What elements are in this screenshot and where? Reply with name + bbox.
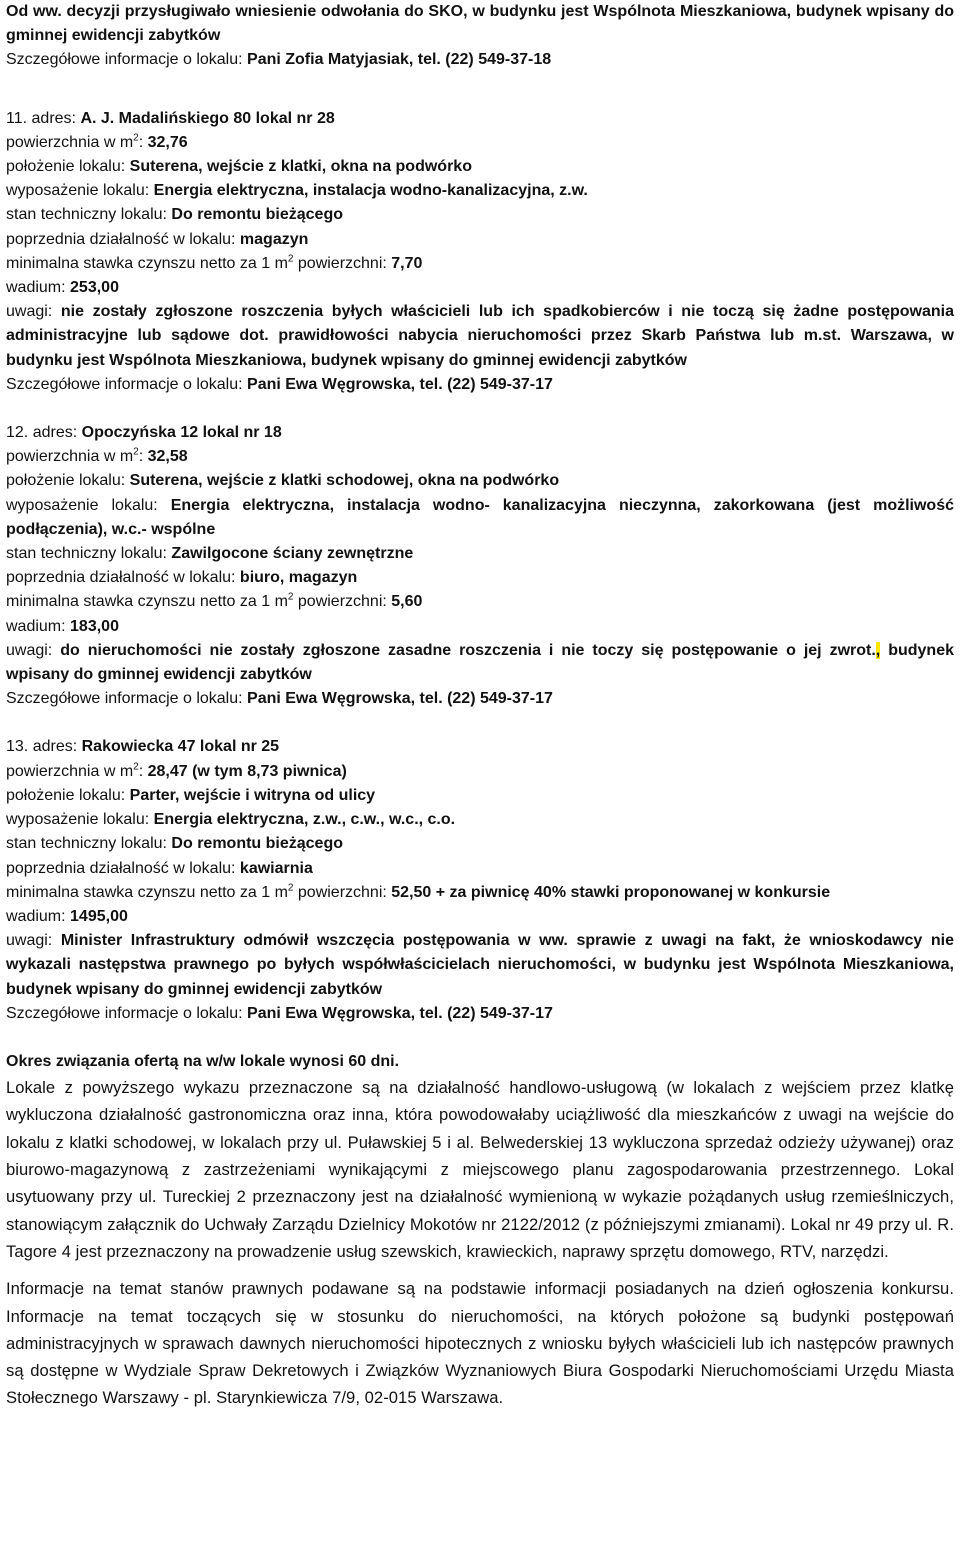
- equipment-value: Energia elektryczna, instalacja wodno- kanalizacyjna nieczynna, zakorkowana (jest możliwość podłączenia), w.c.- wspólne: [6, 496, 955, 538]
- listing-contact: Szczegółowe informacje o lokalu: Pani Ewa Węgrowska, tel. (22) 549-37-17: [6, 375, 553, 393]
- listing-number: 12.: [6, 424, 29, 442]
- contact-value: Pani Ewa Węgrowska, tel. (22) 549-37-17: [247, 690, 553, 708]
- intro-contact-value: Pani Zofia Matyjasiak, tel. (22) 549-37-18: [247, 51, 552, 69]
- area-value: 28,47 (w tym 8,73 piwnica): [147, 762, 347, 780]
- remarks-value: do nieruchomości nie zostały zgłoszone zasadne roszczenia i nie toczy się postępowanie o jej zwrot.: [60, 641, 876, 659]
- previous-use-value: biuro, magazyn: [239, 569, 358, 587]
- remarks-tail: budynek wpisany do gminnej ewidencji zabytków: [6, 641, 954, 684]
- listing-condition: stan techniczny lokalu: Do remontu bieżącego: [6, 835, 343, 853]
- listings: [6, 107, 954, 1050]
- listing-13: [6, 735, 954, 1025]
- previous-use-value: kawiarnia: [239, 859, 313, 877]
- listing-location: położenie lokalu: Parter, wejście i witryna od ulicy: [6, 786, 376, 804]
- listing-rent: minimalna stawka czynszu netto za 1 $m^2$ powierzchni: 7,70: [6, 253, 423, 272]
- condition-value: Do remontu bieżącego: [171, 206, 343, 224]
- condition-value: Zawilgocone ściany zewnętrzne: [171, 545, 414, 563]
- address-value: Rakowiecka 47 lokal nr 25: [81, 738, 280, 756]
- intro-block: [6, 0, 954, 73]
- intro-text: Od ww. decyzji przysługiwało wniesienie odwołania do SKO, w budynku jest Wspólnota Mieszkaniowa, budynek wpisany do gminnej ewidencji zabytków: [6, 3, 954, 45]
- address-value: A. J. Madalińskiego 80 lokal nr 28: [80, 109, 335, 127]
- paragraph-legal-info: Informacje na temat stanów prawnych podawane są na podstawie informacji posiadanych na dzień ogłoszenia konkursu. Informacje na temat toczących się w stosunku do nieruchomości, na których położone są budynki postępowań administracyjnych w sprawach dawnych nieruchomości hipotecznych z wniosku byłych właścicieli lub ich następców prawnych są dostępne w Wydziale Spraw Dekretowych i Związków Wyznaniowych Biura Gospodarki Nieruchomościami Urzędu Miasta Stołecznego Warszawy - pl. Starynkiewicza 7/9, 02-015 Warszawa.: [6, 1279, 954, 1408]
- listing-previous-use: poprzednia działalność w lokalu: biuro, magazyn: [6, 569, 358, 587]
- listing-equipment: wyposażenie lokalu: Energia elektryczna, instalacja wodno-kanalizacyjna, z.w.: [6, 182, 588, 200]
- listing-number: 13.: [6, 738, 29, 756]
- listing-address: 13. adres: Rakowiecka 47 lokal nr 25: [6, 738, 280, 756]
- condition-value: Do remontu bieżącego: [171, 835, 343, 853]
- listing-remarks: uwagi: do nieruchomości nie zostały zgłoszone zasadne roszczenia i nie toczy się postępowanie o jej zwrot., budynek wpisany do gminnej ewidencji zabytków: [6, 641, 954, 684]
- listing-deposit: wadium: 1495,00: [6, 907, 128, 925]
- listing-contact: Szczegółowe informacje o lokalu: Pani Ewa Węgrowska, tel. (22) 549-37-17: [6, 1004, 553, 1022]
- okres-text: Okres związania ofertą na w/w lokale wynosi 60 dni.: [6, 1052, 400, 1070]
- listing-number: 11.: [6, 109, 28, 127]
- rent-value: 7,70: [391, 254, 423, 272]
- listing-condition: stan techniczny lokalu: Do remontu bieżącego: [6, 206, 343, 224]
- listing-location: położenie lokalu: Suterena, wejście z klatki schodowej, okna na podwórko: [6, 472, 560, 490]
- paragraph-usage: Lokale z powyższego wykazu przeznaczone są na działalność handlowo-usługową (w lokalach z wejściem przez klatkę wykluczona działalność gastronomiczna oraz inna, która powodowałaby uciążliwość dla mieszkańców z uwagi na wejście do lokalu z klatki schodowej, w lokalach przy ul. Puławskiej 5 i al. Belwederskiej 13 wykluczona sprzedaż odzieży używanej) oraz biurowo-magazynową z zastrzeżeniami wynikającymi z miejscowego planu zagospodarowania przestrzennego. Lokal usytuowany przy ul. Tureckiej 2 przeznaczony jest na działalność wymienioną w wykazie pożądanych usług rzemieślniczych, stanowiącym załącznik do Uchwały Zarządu Dzielnicy Mokotów nr 2122/2012 (z późniejszymi zmianami). Lokal nr 49 przy ul. R. Tagore 4 jest przeznaczony na prowadzenie usług szewskich, krawieckich, naprawy sprzętu domowego, RTV, narzędzi.: [6, 1078, 954, 1261]
- listing-rent: minimalna stawka czynszu netto za 1 $m^2$ powierzchni: 5,60: [6, 592, 423, 611]
- listing-equipment: wyposażenie lokalu: Energia elektryczna, z.w., c.w., w.c., c.o.: [6, 811, 456, 829]
- listing-remarks: uwagi: nie zostały zgłoszone roszczenia byłych właścicieli lub ich spadkobierców i nie toczą się żadne postępowania administracyjne lub sądowe dot. prawidłowości nabycia nieruchomości przez Skarb Państwa lub m.st. Warszawa, w budynku jest Wspólnota Mieszkaniowa, budynek wpisany do gminnej ewidencji zabytków: [6, 303, 954, 369]
- listing-condition: stan techniczny lokalu: Zawilgocone ściany zewnętrzne: [6, 545, 414, 563]
- intro-contact: Szczegółowe informacje o lokalu: Pani Zofia Matyjasiak, tel. (22) 549-37-18: [6, 51, 552, 69]
- remarks-value: Minister Infrastruktury odmówił wszczęcia postępowania w ww. sprawie z uwagi na fakt, że wnioskodawcy nie wykazali następstwa prawnego po byłych współwłaścicielach nieruchomości, w budynku jest Wspólnota Mieszkaniowa, budynek wpisany do gminnej ewidencji zabytków: [6, 932, 954, 998]
- contact-value: Pani Ewa Węgrowska, tel. (22) 549-37-17: [247, 375, 553, 393]
- listing-address: 11. adres: A. J. Madalińskiego 80 lokal nr 28: [6, 109, 335, 127]
- equipment-value: Energia elektryczna, instalacja wodno-kanalizacyjna, z.w.: [153, 182, 588, 200]
- listing-equipment: wyposażenie lokalu: Energia elektryczna, instalacja wodno- kanalizacyjna nieczynna, zakorkowana (jest możliwość podłączenia), w.c.- wspólne: [6, 496, 955, 538]
- location-value: Suterena, wejście z klatki, okna na podwórko: [129, 158, 472, 176]
- listing-area: powierzchnia w $m^2$: 28,47 (w tym 8,73 piwnica): [6, 761, 347, 780]
- listing-contact: Szczegółowe informacje o lokalu: Pani Ewa Węgrowska, tel. (22) 549-37-17: [6, 690, 553, 708]
- listing-area: powierzchnia w $m^2$: 32,58: [6, 446, 188, 466]
- listing-deposit: wadium: 253,00: [6, 279, 119, 297]
- location-value: Parter, wejście i witryna od ulicy: [129, 786, 376, 804]
- remarks-value: nie zostały zgłoszone roszczenia byłych właścicieli lub ich spadkobierców i nie toczą się żadne postępowania administracyjne lub sądowe dot. prawidłowości nabycia nieruchomości przez Skarb Państwa lub m.st. Warszawa, w budynku jest Wspólnota Mieszkaniowa, budynek wpisany do gminnej ewidencji zabytków: [6, 303, 954, 369]
- okres-line: [6, 1050, 954, 1074]
- listing-deposit: wadium: 183,00: [6, 617, 119, 635]
- listing-12: [6, 421, 954, 711]
- previous-use-value: magazyn: [239, 230, 309, 248]
- deposit-value: 183,00: [70, 617, 119, 635]
- listing-address: 12. adres: Opoczyńska 12 lokal nr 18: [6, 424, 282, 442]
- deposit-value: 253,00: [70, 279, 119, 297]
- listing-11: [6, 107, 954, 397]
- listing-remarks: uwagi: Minister Infrastruktury odmówił wszczęcia postępowania w ww. sprawie z uwagi na fakt, że wnioskodawcy nie wykazali następstwa prawnego po byłych współwłaścicielach nieruchomości, w budynku jest Wspólnota Mieszkaniowa, budynek wpisany do gminnej ewidencji zabytków: [6, 932, 954, 998]
- location-value: Suterena, wejście z klatki schodowej, okna na podwórko: [129, 472, 560, 490]
- listing-area: powierzchnia w $m^2$: 32,76: [6, 132, 188, 151]
- area-value: 32,58: [147, 448, 188, 466]
- listing-previous-use: poprzednia działalność w lokalu: kawiarnia: [6, 859, 313, 877]
- deposit-value: 1495,00: [70, 907, 128, 925]
- equipment-value: Energia elektryczna, z.w., c.w., w.c., c.o.: [153, 811, 456, 829]
- highlight-mark: ,: [875, 641, 881, 659]
- contact-value: Pani Ewa Węgrowska, tel. (22) 549-37-17: [247, 1004, 553, 1022]
- address-value: Opoczyńska 12 lokal nr 18: [81, 424, 282, 442]
- rent-value: 52,50 + za piwnicę 40% stawki proponowanej w konkursie: [391, 883, 831, 901]
- listing-rent: minimalna stawka czynszu netto za 1 $m^2$ powierzchni: 52,50 + za piwnicę 40% stawki proponowanej w konkursie: [6, 882, 831, 901]
- rent-value: 5,60: [391, 593, 423, 611]
- listing-location: położenie lokalu: Suterena, wejście z klatki, okna na podwórko: [6, 158, 472, 176]
- area-value: 32,76: [147, 133, 188, 151]
- listing-previous-use: poprzednia działalność w lokalu: magazyn: [6, 230, 309, 248]
